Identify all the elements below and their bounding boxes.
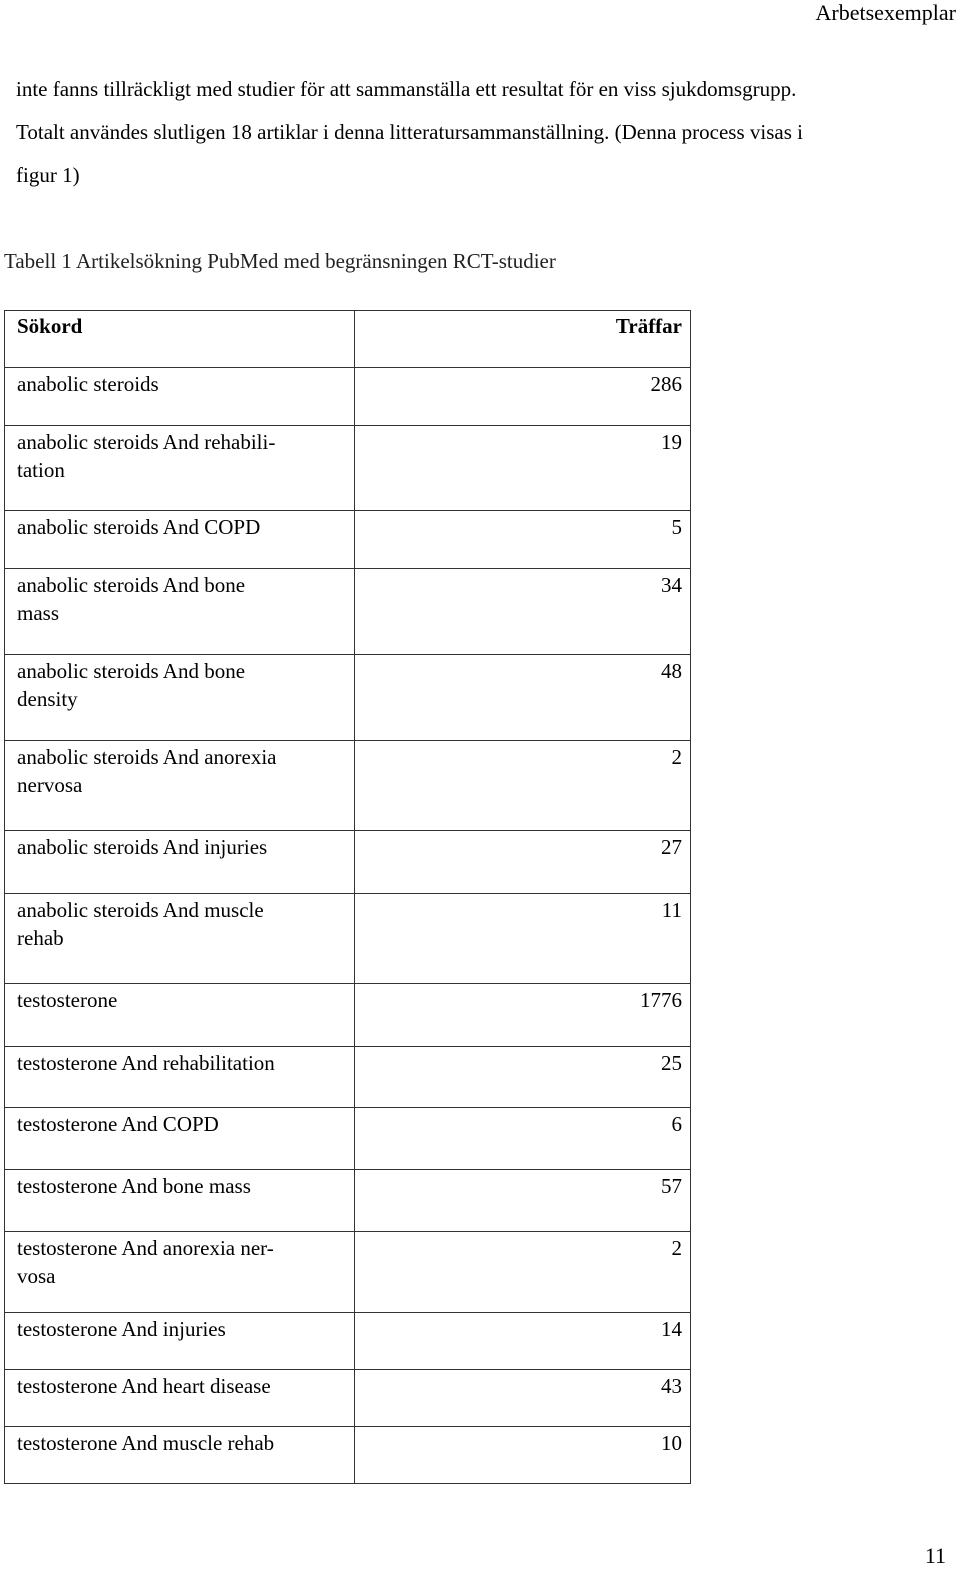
table-row xyxy=(5,368,691,426)
hits-cell: 6 xyxy=(355,1108,691,1170)
hits-cell: 1776 xyxy=(355,984,691,1047)
hits-cell: 25 xyxy=(355,1047,691,1108)
search-results-table xyxy=(4,310,691,1484)
hits-cell: 57 xyxy=(355,1170,691,1232)
keyword-cell: testosterone And rehabilitation xyxy=(5,1047,355,1108)
hits-cell: 43 xyxy=(355,1370,691,1427)
keyword-cell: testosterone And bone mass xyxy=(5,1170,355,1232)
hits-cell: 34 xyxy=(355,569,691,655)
page-number: 11 xyxy=(924,1543,946,1568)
running-header: Arbetsexemplar xyxy=(815,0,956,25)
table-row xyxy=(5,1427,691,1484)
table-row xyxy=(5,426,691,511)
keyword-cell: testosterone xyxy=(5,984,355,1047)
table-row xyxy=(5,655,691,741)
keyword-cell: testosterone And COPD xyxy=(5,1108,355,1170)
table-row xyxy=(5,569,691,655)
header-keyword: Sökord xyxy=(5,311,355,368)
hits-cell: 10 xyxy=(355,1427,691,1484)
table-row xyxy=(5,741,691,831)
keyword-cell: testosterone And heart disease xyxy=(5,1370,355,1427)
hits-cell: 11 xyxy=(355,894,691,984)
hits-cell: 5 xyxy=(355,511,691,569)
table-caption: Tabell 1 Artikelsökning PubMed med begränsningen RCT-studier xyxy=(4,249,556,273)
hits-cell: 48 xyxy=(355,655,691,741)
keyword-cell: anabolic steroids And anorexia nervosa xyxy=(5,741,355,831)
hits-cell: 19 xyxy=(355,426,691,511)
table-row xyxy=(5,1108,691,1170)
table-row xyxy=(5,1047,691,1108)
hits-cell: 2 xyxy=(355,1232,691,1313)
table-row xyxy=(5,1232,691,1313)
hits-cell: 2 xyxy=(355,741,691,831)
keyword-cell: anabolic steroids xyxy=(5,368,355,426)
keyword-cell: anabolic steroids And injuries xyxy=(5,831,355,894)
table-row xyxy=(5,984,691,1047)
keyword-cell: anabolic steroids And bone mass xyxy=(5,569,355,655)
table-row xyxy=(5,1313,691,1370)
keyword-cell: anabolic steroids And muscle rehab xyxy=(5,894,355,984)
keyword-cell: testosterone And injuries xyxy=(5,1313,355,1370)
table-row xyxy=(5,894,691,984)
table-header-row xyxy=(5,311,691,368)
body-paragraph xyxy=(16,68,946,197)
table-row xyxy=(5,831,691,894)
keyword-cell: anabolic steroids And rehabili- tation xyxy=(5,426,355,511)
hits-cell: 27 xyxy=(355,831,691,894)
table-row xyxy=(5,1370,691,1427)
header-hits: Träffar xyxy=(355,311,691,368)
keyword-cell: testosterone And anorexia ner- vosa xyxy=(5,1232,355,1313)
hits-cell: 14 xyxy=(355,1313,691,1370)
keyword-cell: anabolic steroids And bone density xyxy=(5,655,355,741)
hits-cell: 286 xyxy=(355,368,691,426)
paragraph-line: figur 1) xyxy=(16,163,80,187)
keyword-cell: anabolic steroids And COPD xyxy=(5,511,355,569)
paragraph-line: Totalt användes slutligen 18 artiklar i denna litteratursammanställning. (Denna process visas i xyxy=(16,120,803,144)
paragraph-line: inte fanns tillräckligt med studier för att sammanställa ett resultat för en viss sjukdomsgrupp. xyxy=(16,77,797,101)
table-row xyxy=(5,511,691,569)
table-row xyxy=(5,1170,691,1232)
keyword-cell: testosterone And muscle rehab xyxy=(5,1427,355,1484)
